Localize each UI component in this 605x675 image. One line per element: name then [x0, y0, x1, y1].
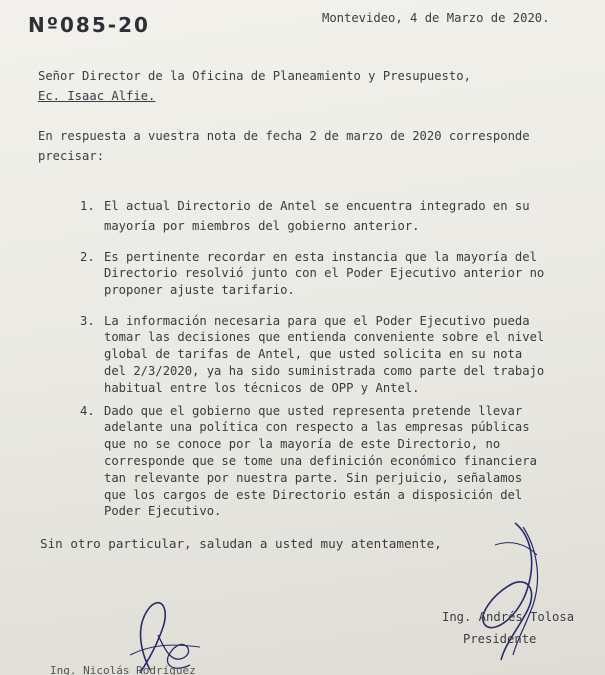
list-item-line: que no se conoce por la mayoría de este Directorio, no [104, 437, 501, 451]
list-item-line: corresponde que se tome una definición económico financiera [104, 454, 537, 468]
list-item-number: 4. [80, 404, 95, 418]
list-item-number: 3. [80, 314, 95, 328]
list-item-line: Directorio resolvió junto con el Poder Ejecutivo anterior no [104, 266, 545, 280]
list-item-line: del 2/3/2020, ya ha sido suministrada como parte del trabajo [104, 364, 545, 378]
signature-left [110, 595, 220, 675]
list-item-line: habitual entre los técnicos de OPP y Antel. [104, 381, 420, 395]
list-item-line: El actual Directorio de Antel se encuentra integrado en su [104, 199, 530, 213]
list-item-line: Poder Ejecutivo. [104, 504, 222, 518]
signer-left-partial-name: Ing. Nicolás Rodríguez [50, 664, 196, 675]
signer-right-name: Ing. Andrés Tolosa [442, 610, 575, 624]
document-number-stamp: Nº085-20 [28, 13, 150, 37]
letter-date: Montevideo, 4 de Marzo de 2020. [322, 11, 550, 25]
signer-right-title: Presidente [463, 632, 537, 646]
closing-line: Sin otro particular, saludan a usted muy atentamente, [40, 536, 442, 551]
addressee-line-2: Ec. Isaac Alfie. [38, 89, 156, 103]
intro-line-2: precisar: [38, 149, 105, 163]
list-item-line: La información necesaria para que el Poder Ejecutivo pueda [104, 314, 530, 328]
addressee-line-1: Señor Director de la Oficina de Planeamiento y Presupuesto, [38, 69, 471, 83]
intro-line-1: En respuesta a vuestra nota de fecha 2 de marzo de 2020 corresponde [38, 129, 530, 143]
list-item-line: proponer ajuste tarifario. [104, 283, 295, 297]
list-item-number: 1. [80, 199, 95, 213]
list-item-line: tan relevante por nuestra parte. Sin perjuicio, señalamos [104, 471, 523, 485]
list-item-line: mayoría por miembros del gobierno anterior. [104, 219, 420, 233]
list-item-line: adelante una política con respecto a las empresas públicas [104, 420, 530, 434]
list-item-line: global de tarifas de Antel, que usted solicita en su nota [104, 347, 523, 361]
list-item-number: 2. [80, 250, 95, 264]
list-item-line: Es pertinente recordar en esta instancia que la mayoría del [104, 250, 537, 264]
list-item-line: Dado que el gobierno que usted representa pretende llevar [104, 404, 523, 418]
list-item-line: que los cargos de este Directorio están a disposición del [104, 488, 523, 502]
list-item-line: tomar las decisiones que entienda conveniente sobre el nivel [104, 330, 545, 344]
